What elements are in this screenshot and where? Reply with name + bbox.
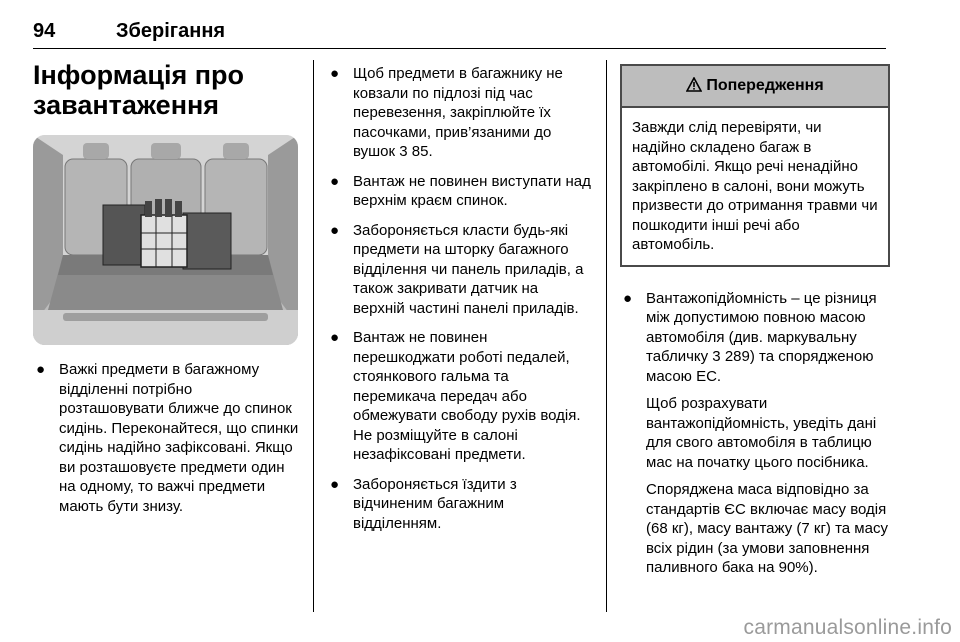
list-item xyxy=(327,221,592,319)
bullet-icon: ● xyxy=(330,475,340,493)
list-item xyxy=(620,289,890,578)
list-item xyxy=(327,172,592,211)
list-item xyxy=(33,360,301,516)
paragraph: Споряджена маса відповідно за стандартів ЄС включає масу водія (68 кг), масу вантажу (7 кг) та масу всіх рідин (за умови заповнення паливного бака на 90%). xyxy=(646,481,888,576)
column-1 xyxy=(33,60,301,515)
luggage-compartment-illustration xyxy=(33,135,298,345)
list-item-text: Щоб предмети в багажнику не ковзали по підлозі під час перевезення, закріплюйте їх пасочками, прив’язаними до вушок 3 85. xyxy=(353,65,563,160)
section-title: Зберігання xyxy=(116,20,226,42)
warning-triangle-icon xyxy=(686,68,702,108)
list-item xyxy=(327,328,592,465)
column-1-list xyxy=(33,360,301,526)
list-item-text: Вантажопідйомність – це різниця між допустимою повною масою автомобіля (див. маркувальну табличку 3 289) та спорядженою масою ЕС. xyxy=(646,289,877,385)
list-item-text: Забороняється класти будь-які предмети на шторку багажного відділення чи панель приладів, а також закривати датчик на верхній частині панелі приладів. xyxy=(353,221,584,317)
list-item xyxy=(327,64,592,162)
bullet-icon: ● xyxy=(623,289,633,307)
main-heading: Інформація про завантаження xyxy=(33,60,244,120)
column-3 xyxy=(620,64,890,588)
bullet-icon: ● xyxy=(36,361,46,378)
bullet-icon: ● xyxy=(330,329,340,346)
bullet-icon: ● xyxy=(330,221,340,239)
column-3-list xyxy=(620,289,890,578)
page-header xyxy=(33,8,886,49)
column-2 xyxy=(327,64,592,543)
list-item-text: Забороняється їздити з відчиненим багажним відділенням. xyxy=(353,475,517,532)
watermark: carmanualsonline.info xyxy=(743,616,952,639)
warning-title: Попередження xyxy=(706,77,824,94)
page-number: 94 xyxy=(33,20,56,42)
list-item-text: Вантаж не повинен виступати над верхнім краєм спинок. xyxy=(353,172,591,209)
paragraph: Щоб розрахувати вантажопідйомність, уведіть дані для свого автомобіля в таблицю мас на початку цього посібника. xyxy=(646,395,877,471)
list-item xyxy=(327,475,592,534)
column-divider-1 xyxy=(313,60,314,612)
bullet-icon: ● xyxy=(330,65,340,82)
warning-body: Завжди слід перевіряти, чи надійно складено багаж в автомобілі. Якщо речі ненадійно закріплено в салоні, вони можуть призвести до отримання травми чи пошкодити інші речі або автомобіль. xyxy=(632,119,878,253)
warning-header xyxy=(622,66,888,108)
warning-box xyxy=(620,64,890,267)
column-2-list xyxy=(327,64,592,533)
list-item-text: Вантаж не повинен перешкоджати роботі педалей, стоянкового гальма та перемикача передач або обмежувати свободу рухів водія. Не розміщуйте в салоні незафіксовані предмети. xyxy=(353,329,581,463)
list-item-text: Важкі предмети в багажному відділенні потрібно розташовувати ближче до спинок сидінь. Переконайтеся, що спинки сидінь надійно зафіксовані. Якщо ви розташовуєте предмети один на одному, то важчі предмети мають бути знизу. xyxy=(59,361,299,515)
bullet-icon: ● xyxy=(330,172,340,190)
column-divider-2 xyxy=(606,60,607,612)
